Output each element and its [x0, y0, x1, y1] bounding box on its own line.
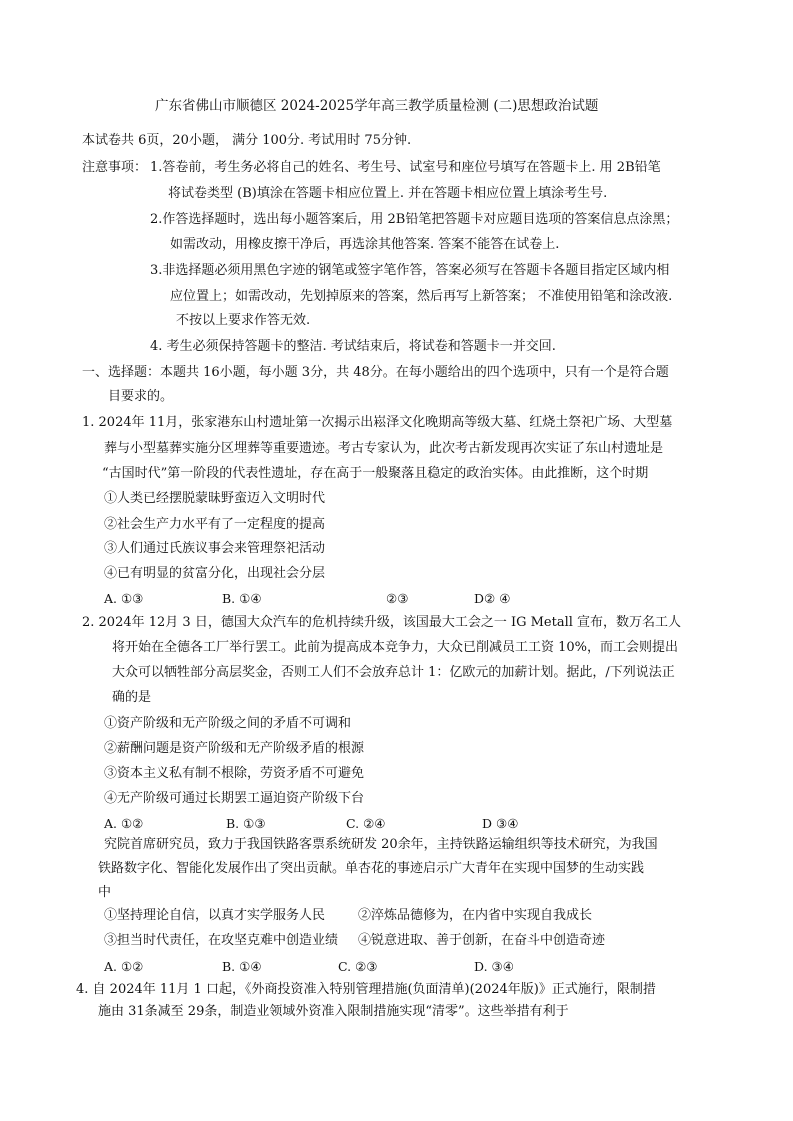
- option-a: A. ①②: [104, 816, 144, 831]
- statement-4: ④已有明显的贫富分化，出现社会分层: [104, 566, 326, 581]
- option-c: C. ②④: [346, 816, 386, 831]
- option-d: D ③④: [482, 816, 519, 831]
- notice-item-4: 4. 考生必须保持答题卡的整洁. 考试结束后，将试卷和答题卡一并交回.: [150, 339, 556, 354]
- question-stem: 1. 2024年 11月，张家港东山村遗址第一次揭示出崧泽文化晚期高等级大墓、红烧土祭祀广场、大型墓: [82, 415, 673, 430]
- notice-item-2-cont: 如需改动，用橡皮擦干净后，再选涂其他答案. 答案不能答在试卷上.: [170, 237, 560, 252]
- question-stem: 铁路数字化、智能化发展作出了突出贡献。单杏花的事迹启示广大青年在实现中国梦的生动实践: [98, 861, 645, 876]
- page-title: 广东省佛山市顺德区 2024-2025学年高三教学质量检测 (二)思想政治试题: [155, 98, 599, 114]
- question-stem: 施由 31条减至 29条，制造业领域外资准入限制措施实现“清零”。这些举措有利于: [98, 1004, 569, 1019]
- option-b: B. ①④: [222, 591, 262, 606]
- statement-4: ④无产阶级可通过长期罢工逼迫资产阶级下台: [104, 791, 365, 806]
- statement-2: ②社会生产力水平有了一定程度的提高: [104, 517, 326, 532]
- question-stem: 中: [98, 885, 112, 900]
- statement-2: ②淬炼品德修为，在内省中实现自我成长: [358, 908, 593, 923]
- statement-2: ②薪酬问题是资产阶级和无产阶级矛盾的根源: [104, 741, 365, 756]
- exam-intro: 本试卷共 6页，20小题， 满分 100分. 考试用时 75分钟.: [82, 133, 412, 148]
- question-stem: 4. 自 2024年 11月 1 口起，《外商投资准入特别管理措施(负面清单)(2024年版)》正式施行，限制措: [76, 982, 656, 997]
- notice-item-1-cont: 将试卷类型 (B)填涂在答题卡相应位置上. 并在答题卡相应位置上填涂考生号.: [168, 186, 608, 201]
- option-b: B. ①④: [222, 959, 262, 974]
- notice-item-3-cont2: 不按以上要求作答无效.: [176, 313, 311, 328]
- option-b: B. ①③: [226, 816, 266, 831]
- notice-item-3-cont: 应位置上；如需改动，先划掉原来的答案，然后再写上新答案； 不准使用铅笔和涂改液.: [170, 289, 673, 304]
- option-d: D. ③④: [474, 959, 514, 974]
- statement-1: ①坚持理论自信，以真才实学服务人民: [104, 908, 326, 923]
- statement-3: ③担当时代责任，在攻坚克难中创造业绩: [104, 933, 339, 948]
- question-stem: 将开始在全德各工厂举行罢工。此前为提高成本竞争力，大众已削减员工工资 10%，而工会则提出: [112, 640, 679, 655]
- option-a: A. ①③: [104, 591, 144, 606]
- question-stem: 葬与小型墓葬实施分区埋葬等重要遗迹。考古专家认为，此次考古新发现再次实证了东山村遗址是: [104, 441, 664, 456]
- notice-item-3: 3.非选择题必须用黑色字迹的钢笔或签字笔作答，答案必须写在答题卡各题目指定区域内相: [150, 263, 670, 278]
- notice-item-2: 2.作答选择题时，选出每小题答案后，用 2B铅笔把答题卡对应题目选项的答案信息点涂黑；: [150, 212, 679, 227]
- option-c: C. ②③: [338, 959, 378, 974]
- question-stem: 2. 2024年 12月 3 日，德国大众汽车的危机持续升级，该国最大工会之一 IG Metall 宣布，数万名工人: [82, 615, 682, 630]
- notice-label: 注意事项：: [82, 160, 148, 175]
- section-heading-cont: 目要求的。: [108, 389, 174, 404]
- statement-1: ①人类已经摆脱蒙昧野蛮迈入文明时代: [104, 491, 326, 506]
- option-a: A. ①②: [104, 959, 144, 974]
- statement-4: ④锐意进取、善于创新，在奋斗中创造奇迹: [358, 933, 606, 948]
- option-d: D② ④: [474, 591, 511, 606]
- statement-1: ①资产阶级和无产阶级之间的矛盾不可调和: [104, 716, 352, 731]
- notice-item-1: 1.答卷前，考生务必将自己的姓名、考生号、试室号和座位号填写在答题卡上. 用 2B铅笔: [150, 160, 661, 175]
- statement-3: ③资本主义私有制不根除，劳资矛盾不可避免: [104, 766, 365, 781]
- question-stem: 确的是: [112, 690, 152, 705]
- question-stem: 大众可以牺牲部分高层奖金，否则工人们不会放弃总计 1：亿欧元的加薪计划。据此，/下列说法正: [112, 665, 675, 680]
- option-c: ②③: [386, 591, 409, 606]
- question-stem: 究院首席研究员，致力于我国铁路客票系统研发 20余年，主持铁路运输组织等技术研究，为我国: [104, 837, 658, 852]
- question-stem: “古国时代”第一阶段的代表性遗址，存在高于一般聚落且稳定的政治实体。由此推断，这个时期: [102, 466, 649, 481]
- statement-3: ③人们通过氏族议事会来管理祭祀活动: [104, 541, 326, 556]
- section-heading: 一、选择题：本题共 16小题，每小题 3分，共 48分。在每小题给出的四个选项中，只有一个是符合题: [82, 365, 669, 380]
